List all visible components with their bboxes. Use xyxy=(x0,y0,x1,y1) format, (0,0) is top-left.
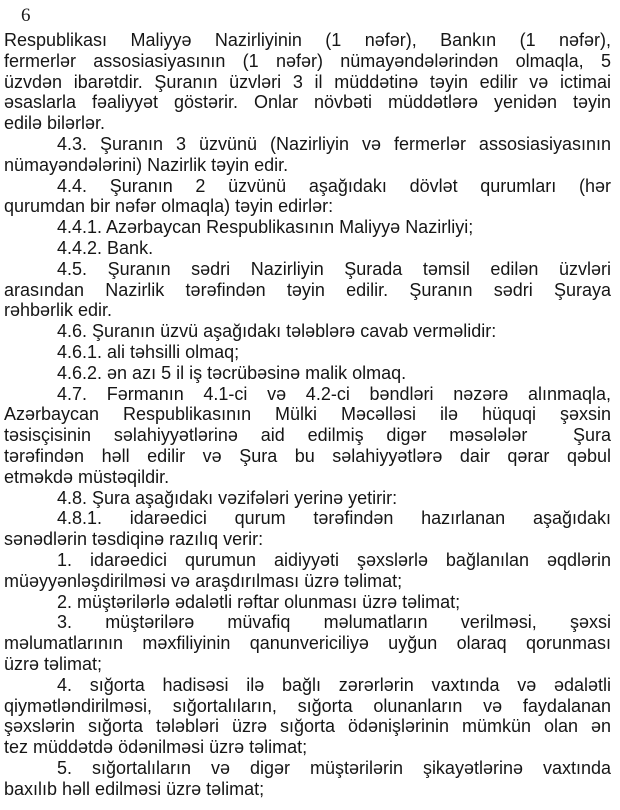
paragraph xyxy=(4,612,611,674)
text-line: təsisçisinin səlahiyyətlərinə aid edilmiş digər məsələlər Şura xyxy=(4,425,611,446)
text-line: əsaslarla fəaliyyət göstərir. Onlar növbəti müddətlərə yenidən təyin xyxy=(4,92,611,113)
text-line: tərəfindən həll edilir və Şura bu səlahiyyətlərə dair qərar qəbul xyxy=(4,445,611,466)
paragraph xyxy=(4,238,611,259)
text-line: 4.4. Şuranın 2 üzvünü aşağıdakı dövlət qurumları (hər xyxy=(57,175,611,196)
paragraph xyxy=(4,488,611,509)
paragraph xyxy=(4,176,611,218)
document-body xyxy=(4,30,611,799)
paragraph xyxy=(4,342,611,363)
text-line: nümayəndələrini) Nazirlik təyin edir. xyxy=(4,154,289,175)
text-line: 5. sığortalıların və digər müştərilərin şikayətlərinə vaxtında xyxy=(57,757,611,778)
paragraph xyxy=(4,363,611,384)
text-line: 4.4.1. Azərbaycan Respublikasının Maliyyə Nazirliyi; xyxy=(57,217,474,238)
paragraph xyxy=(4,550,611,592)
paragraph xyxy=(4,758,611,800)
text-line: baxılıb həll edilməsi üzrə təlimat; xyxy=(4,778,265,799)
text-line: üzrə təlimat; xyxy=(4,653,103,674)
text-line: etməkdə müstəqildir. xyxy=(4,466,170,487)
text-line: 2. müştərilərlə ədalətli rəftar olunması üzrə təlimat; xyxy=(57,591,461,612)
text-line: 4.8.1. idarəedici qurum tərəfindən hazırlanan aşağıdakı xyxy=(57,508,611,529)
text-line: 3. müştərilərə müvafiq məlumatların verilməsi, şəxsi xyxy=(57,612,611,633)
text-line: tez müddətdə ödənilməsi üzrə təlimat; xyxy=(4,737,308,758)
text-line: 1. idarəedici qurumun aidiyyəti şəxslərlə bağlanılan əqdlərin xyxy=(57,549,611,570)
text-line: sənədlərin təsdiqinə razılıq verir: xyxy=(4,529,264,550)
paragraph xyxy=(4,259,611,321)
paragraph xyxy=(4,384,611,488)
text-line: məlumatlarının məxfiliyinin qanunvericiliyə uyğun olaraq qorunması xyxy=(4,633,611,654)
text-line: 4.3. Şuranın 3 üzvünü (Nazirliyin və fermerlər assosiasiyasının xyxy=(57,133,611,154)
text-line: 4. sığorta hadisəsi ilə bağlı zərərlərin vaxtında və ədalətli xyxy=(57,674,611,695)
page-number: 6 xyxy=(21,5,31,26)
text-line: Azərbaycan Respublikasının Mülki Məcəlləsi ilə hüquqi şəxsin xyxy=(4,404,611,425)
text-line: 4.7. Fərmanın 4.1-ci və 4.2-ci bəndləri nəzərə alınmaqla, xyxy=(57,383,611,404)
text-line: 4.5. Şuranın sədri Nazirliyin Şurada təmsil edilən üzvləri xyxy=(57,258,611,279)
text-line: üzvdən ibarətdir. Şuranın üzvləri 3 il müddətinə təyin edilir və ictimai xyxy=(4,71,611,92)
paragraph xyxy=(4,321,611,342)
text-line: qurumdan bir nəfər olmaqla) təyin edirlər: xyxy=(4,196,334,217)
text-line: Respublikası Maliyyə Nazirliyinin (1 nəfər), Bankın (1 nəfər), xyxy=(4,30,611,50)
paragraph xyxy=(4,675,611,758)
text-line: qiymətləndirilməsi, sığortalıların, sığorta olunanların və faydalanan xyxy=(4,695,611,716)
paragraph xyxy=(4,508,611,550)
text-line: 4.8. Şura aşağıdakı vəzifələri yerinə yetirir: xyxy=(57,487,398,508)
paragraph xyxy=(4,217,611,238)
text-line: rəhbərlik edir. xyxy=(4,300,113,321)
text-line: 4.6.1. ali təhsilli olmaq; xyxy=(57,341,240,362)
text-line: edilə bilərlər. xyxy=(4,113,106,134)
text-line: 4.6.2. ən azı 5 il iş təcrübəsinə malik olmaq. xyxy=(57,362,407,383)
text-line: şəxslərin sığorta tələbləri üzrə sığorta ödənişlərinin mümkün olan ən xyxy=(4,716,611,737)
paragraph xyxy=(4,30,611,134)
text-line: fermerlər assosiasiyasının (1 nəfər) nümayəndələrindən olmaqla, 5 xyxy=(4,50,611,71)
text-line: müəyyənləşdirilməsi və araşdırılması üzrə təlimat; xyxy=(4,570,403,591)
paragraph xyxy=(4,592,611,613)
text-line: arasından Nazirlik tərəfindən təyin edilir. Şuranın sədri Şuraya xyxy=(4,279,611,300)
paragraph xyxy=(4,134,611,176)
text-line: 4.6. Şuranın üzvü aşağıdakı tələblərə cavab verməlidir: xyxy=(57,321,497,342)
text-line: 4.4.2. Bank. xyxy=(57,237,154,258)
